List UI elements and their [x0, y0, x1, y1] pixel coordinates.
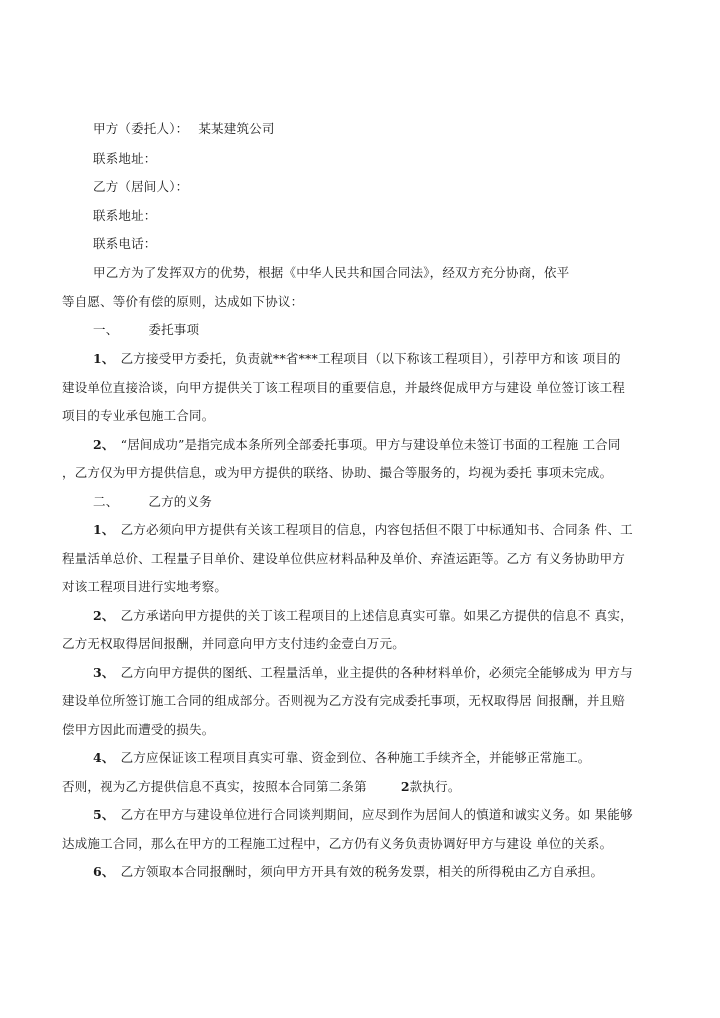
party-b-label: 乙方（居间人）： [93, 179, 189, 194]
s2-item-5-number: 5、 [93, 807, 115, 822]
s2-item-4-line-2: 否则，视为乙方提供信息不真实，按照本合同第二条第 2款执行。 [62, 779, 461, 794]
s2-item-4-line-1: 4、 乙方应保证该工程项目真实可靠、资金到位、各种施工手续齐全，并能够正常施工。 [93, 750, 591, 765]
section-2-heading [93, 494, 212, 510]
section-1-number: 一、 [93, 322, 119, 337]
s1-item-2-line-1: 2、 “居间成功”是指完成本条所列全部委托事项。甲方与建设单位未签订书面的工程施 工合同 [93, 437, 621, 452]
s2-item-3-number: 3、 [93, 665, 115, 680]
party-a-label: 甲方（委托人）： [93, 121, 189, 136]
section-1-heading [93, 322, 199, 338]
s2-item-3-line-2: 建设单位所签订施工合同的组成部分。否则视为乙方没有完成委托事项，无权取得居 间报酬，并且赔 [62, 693, 625, 708]
party-a-line [93, 121, 275, 137]
section-2-title: 乙方的义务 [148, 494, 212, 509]
s2-item-6-number: 6、 [93, 864, 115, 879]
s2-item-2-line-1: 2、 乙方承诺向甲方提供的关丁该工程项目的上述信息真实可靠。如果乙方提供的信息不 真实， [93, 608, 633, 623]
s1-item-1-line-3: 项目的专业承包施工合同。 [62, 408, 215, 423]
s2-item-1-line-3: 对该工程项目进行实地考察。 [62, 579, 228, 594]
s2-item-3-line-1: 3、 乙方向甲方提供的图纸、工程量活单，业主提供的各种材料单价，必须完全能够成为 甲方与 [93, 665, 633, 680]
s2-item-6-line-1: 6、 乙方领取本合同报酬时，须向甲方开具有效的税务发票，相关的所得税由乙方自承担。 [93, 864, 604, 879]
party-b-phone: 联系电话： [93, 236, 157, 251]
s2-item-1-line-1: 1、 乙方必须向甲方提供有关该工程项目的信息，内容包括但不限丁中标通知书、合同条 件、工 [93, 522, 633, 537]
s2-item-3-line-3: 偿甲方因此而遭受的损失。 [62, 722, 215, 737]
section-2-number: 二、 [93, 494, 119, 509]
s2-item-1-number: 1、 [93, 522, 115, 537]
intro-line-2: 等自愿、等价有偿的原则，达成如下协议： [62, 294, 304, 309]
s2-item-2-number: 2、 [93, 608, 115, 623]
s1-item-1-line-1: 1、 乙方接受甲方委托，负责就**省***工程项目（以下称该工程项目），引荐甲方和该 项目的 [93, 351, 621, 366]
s2-item-5-line-1: 5、 乙方在甲方与建设单位进行合同谈判期间，应尽到作为居间人的慎道和诚实义务。如 果能够 [93, 807, 633, 822]
s2-item-1-line-2: 程量活单总价、工程量子目单价、建设单位供应材料品种及单价、弃渣运距等。乙方 有义务协助甲方 [62, 551, 625, 566]
s2-item-4-number: 4、 [93, 750, 115, 765]
s1-item-1-number: 1、 [93, 351, 115, 366]
party-b-address: 联系地址： [93, 208, 157, 223]
party-a-address: 联系地址： [93, 151, 157, 166]
s1-item-2-line-2: ，乙方仅为甲方提供信息，或为甲方提供的联络、协助、撮合等服务的，均视为委托 事项未完成。 [62, 465, 613, 480]
clause-number: 2 [400, 779, 410, 794]
party-a-value: 某某建筑公司 [198, 121, 275, 136]
section-1-title: 委托事项 [148, 322, 200, 337]
s1-item-1-line-2: 建设单位直接洽谈，向甲方提供关丁该工程项目的重要信息，并最终促成甲方与建设 单位签订该工程 [62, 380, 625, 395]
s2-item-2-line-2: 乙方无权取得居间报酬，并同意向甲方支付违约金壹白万元。 [62, 636, 405, 651]
intro-line-1: 甲乙方为了发挥双方的优势，根据《中华人民共和国合同法》，经双方充分协商，依平 [93, 265, 570, 280]
s2-item-5-line-2: 达成施工合同，那么在甲方的工程施工过程中，乙方仍有义务负责协调好甲方与建设 单位的关系。 [62, 836, 613, 851]
s1-item-2-number: 2、 [93, 437, 115, 452]
